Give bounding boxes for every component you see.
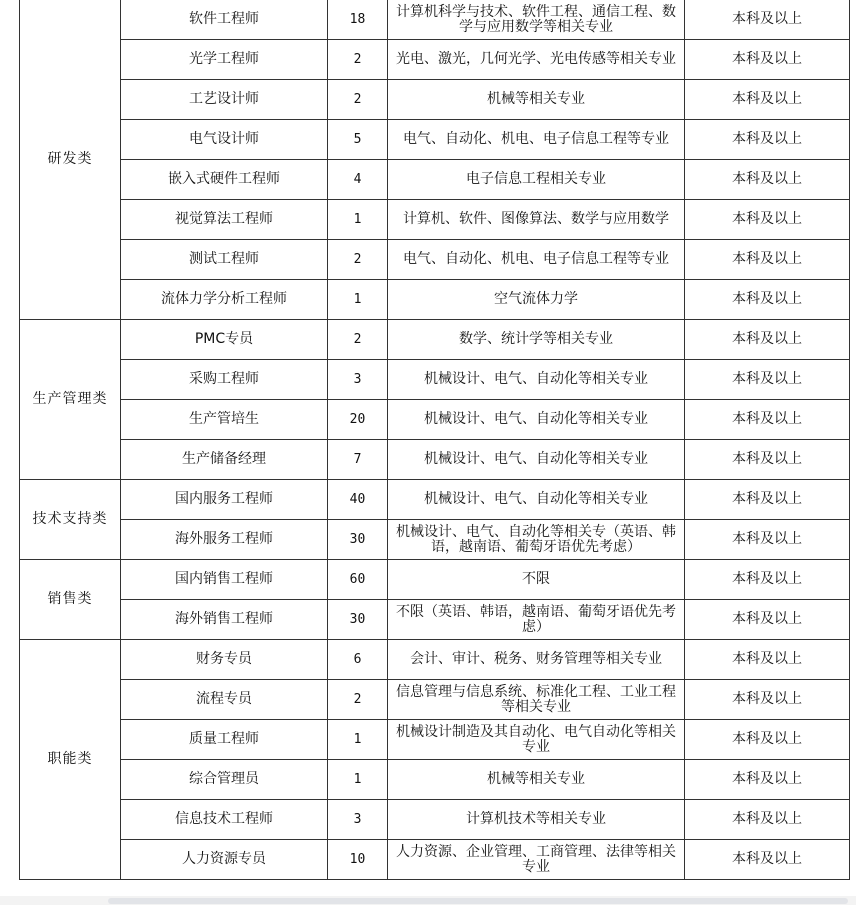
count-cell: 1 [328,760,388,800]
table-row [20,40,850,80]
recruitment-table-body [20,0,850,880]
position-cell: PMC专员 [121,320,328,360]
major-cell: 计算机技术等相关专业 [388,800,685,840]
count-cell: 7 [328,440,388,480]
table-row [20,200,850,240]
education-cell: 本科及以上 [685,680,850,720]
education-cell: 本科及以上 [685,640,850,680]
category-cell: 销售类 [20,560,121,640]
education-cell: 本科及以上 [685,80,850,120]
education-cell: 本科及以上 [685,520,850,560]
count-cell: 1 [328,280,388,320]
category-cell: 技术支持类 [20,480,121,560]
table-row [20,240,850,280]
position-cell: 财务专员 [121,640,328,680]
position-cell: 海外销售工程师 [121,600,328,640]
major-cell: 计算机、软件、图像算法、数学与应用数学 [388,200,685,240]
count-cell: 30 [328,520,388,560]
education-cell: 本科及以上 [685,280,850,320]
category-cell: 职能类 [20,640,121,880]
category-cell: 研发类 [20,0,121,320]
education-cell: 本科及以上 [685,360,850,400]
education-cell: 本科及以上 [685,40,850,80]
major-cell: 人力资源、企业管理、工商管理、法律等相关专业 [388,840,685,880]
education-cell: 本科及以上 [685,480,850,520]
position-cell: 信息技术工程师 [121,800,328,840]
major-cell: 数学、统计学等相关专业 [388,320,685,360]
table-row [20,640,850,680]
position-cell: 工艺设计师 [121,80,328,120]
major-cell: 机械设计、电气、自动化等相关专（英语、韩语，越南语、葡萄牙语优先考虑） [388,520,685,560]
major-cell: 机械设计、电气、自动化等相关专业 [388,360,685,400]
count-cell: 6 [328,640,388,680]
education-cell: 本科及以上 [685,560,850,600]
table-row [20,120,850,160]
count-cell: 2 [328,320,388,360]
count-cell: 2 [328,680,388,720]
major-cell: 电气、自动化、机电、电子信息工程等专业 [388,120,685,160]
table-row [20,520,850,560]
major-cell: 光电、激光，几何光学、光电传感等相关专业 [388,40,685,80]
position-cell: 国内销售工程师 [121,560,328,600]
table-row [20,840,850,880]
major-cell: 计算机科学与技术、软件工程、通信工程、数学与应用数学等相关专业 [388,0,685,40]
count-cell: 30 [328,600,388,640]
major-cell: 机械设计、电气、自动化等相关专业 [388,400,685,440]
position-cell: 软件工程师 [121,0,328,40]
education-cell: 本科及以上 [685,320,850,360]
major-cell: 机械等相关专业 [388,760,685,800]
major-cell: 机械设计、电气、自动化等相关专业 [388,440,685,480]
position-cell: 人力资源专员 [121,840,328,880]
table-row [20,440,850,480]
position-cell: 生产管培生 [121,400,328,440]
horizontal-scrollbar[interactable] [0,896,856,905]
table-row [20,0,850,40]
table-row [20,320,850,360]
count-cell: 2 [328,240,388,280]
education-cell: 本科及以上 [685,600,850,640]
position-cell: 嵌入式硬件工程师 [121,160,328,200]
count-cell: 3 [328,800,388,840]
table-row [20,800,850,840]
count-cell: 2 [328,40,388,80]
major-cell: 机械设计制造及其自动化、电气自动化等相关专业 [388,720,685,760]
position-cell: 测试工程师 [121,240,328,280]
count-cell: 4 [328,160,388,200]
education-cell: 本科及以上 [685,200,850,240]
scrollbar-thumb[interactable] [108,898,848,904]
count-cell: 60 [328,560,388,600]
major-cell: 空气流体力学 [388,280,685,320]
table-row [20,280,850,320]
table-row [20,480,850,520]
count-cell: 40 [328,480,388,520]
position-cell: 电气设计师 [121,120,328,160]
category-cell: 生产管理类 [20,320,121,480]
position-cell: 质量工程师 [121,720,328,760]
major-cell: 不限 [388,560,685,600]
table-row [20,760,850,800]
education-cell: 本科及以上 [685,400,850,440]
table-row [20,160,850,200]
count-cell: 1 [328,720,388,760]
position-cell: 综合管理员 [121,760,328,800]
count-cell: 3 [328,360,388,400]
count-cell: 18 [328,0,388,40]
table-row [20,360,850,400]
major-cell: 信息管理与信息系统、标准化工程、工业工程等相关专业 [388,680,685,720]
position-cell: 流体力学分析工程师 [121,280,328,320]
table-row [20,400,850,440]
major-cell: 电气、自动化、机电、电子信息工程等专业 [388,240,685,280]
education-cell: 本科及以上 [685,800,850,840]
position-cell: 光学工程师 [121,40,328,80]
education-cell: 本科及以上 [685,120,850,160]
education-cell: 本科及以上 [685,760,850,800]
count-cell: 1 [328,200,388,240]
education-cell: 本科及以上 [685,840,850,880]
major-cell: 电子信息工程相关专业 [388,160,685,200]
table-row [20,80,850,120]
position-cell: 流程专员 [121,680,328,720]
position-cell: 采购工程师 [121,360,328,400]
position-cell: 国内服务工程师 [121,480,328,520]
major-cell: 机械等相关专业 [388,80,685,120]
education-cell: 本科及以上 [685,720,850,760]
count-cell: 10 [328,840,388,880]
count-cell: 5 [328,120,388,160]
education-cell: 本科及以上 [685,240,850,280]
recruitment-table [19,0,850,880]
table-row [20,560,850,600]
education-cell: 本科及以上 [685,160,850,200]
education-cell: 本科及以上 [685,440,850,480]
major-cell: 不限（英语、韩语，越南语、葡萄牙语优先考虑） [388,600,685,640]
position-cell: 海外服务工程师 [121,520,328,560]
education-cell: 本科及以上 [685,0,850,40]
count-cell: 20 [328,400,388,440]
position-cell: 视觉算法工程师 [121,200,328,240]
major-cell: 机械设计、电气、自动化等相关专业 [388,480,685,520]
major-cell: 会计、审计、税务、财务管理等相关专业 [388,640,685,680]
table-row [20,680,850,720]
position-cell: 生产储备经理 [121,440,328,480]
table-row [20,600,850,640]
count-cell: 2 [328,80,388,120]
table-row [20,720,850,760]
